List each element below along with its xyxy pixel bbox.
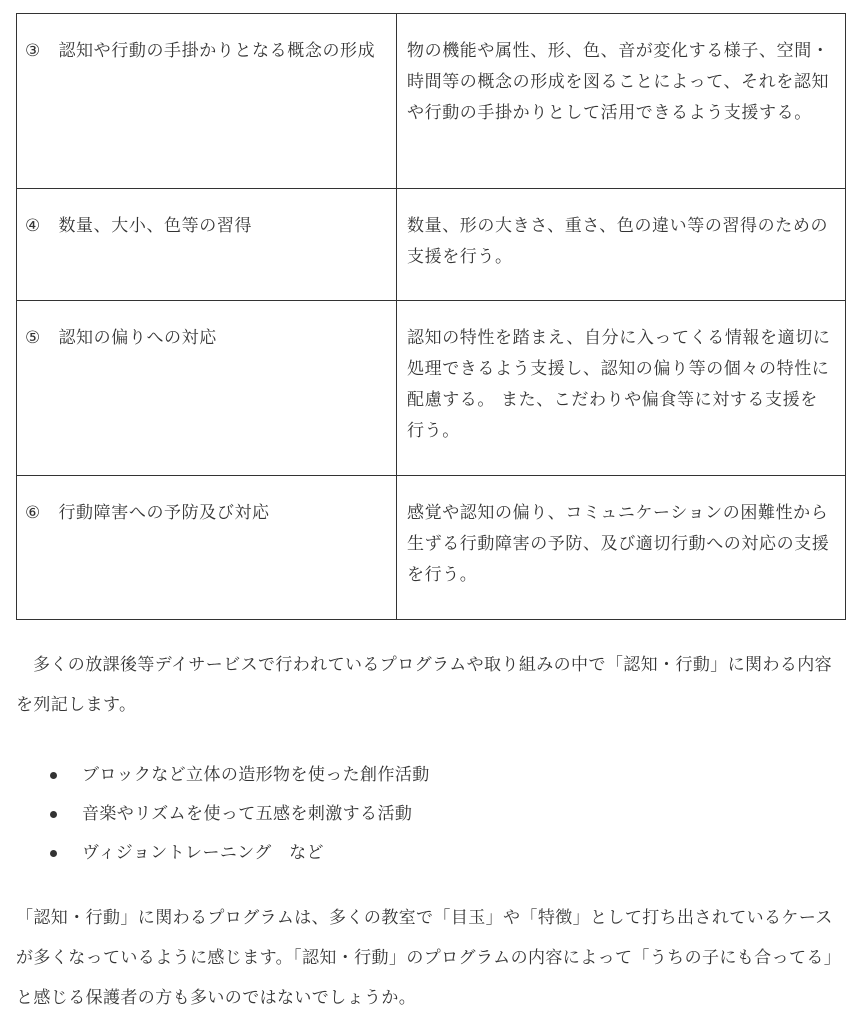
table-cell-description bbox=[397, 301, 846, 476]
table-cell-description bbox=[397, 189, 846, 301]
table-cell-item bbox=[17, 476, 397, 620]
support-content-table bbox=[16, 13, 846, 620]
table-row bbox=[17, 14, 846, 189]
intro-paragraph: 多くの放課後等デイサービスで行われているプログラムや取り組みの中で「認知・行動」に関わる内容を列記します。 bbox=[16, 655, 833, 715]
item-label: ④ 数量、大小、色等の習得 bbox=[25, 216, 253, 236]
bullet-dot-icon bbox=[50, 850, 57, 857]
list-item bbox=[16, 834, 430, 873]
table-cell-item bbox=[17, 301, 397, 476]
table-row bbox=[17, 301, 846, 476]
list-item-text: 音楽やリズムを使って五感を刺激する活動 bbox=[82, 804, 413, 824]
item-description: 物の機能や属性、形、色、音が変化する様子、空間・時間等の概念の形成を図ることによって、それを認知や行動の手掛かりとして活用できるよう支援する。 bbox=[407, 41, 830, 123]
item-description: 数量、形の大きさ、重さ、色の違い等の習得のための支援を行う。 bbox=[407, 216, 829, 267]
item-label: ③ 認知や行動の手掛かりとなる概念の形成 bbox=[25, 41, 376, 61]
table-cell-description bbox=[397, 476, 846, 620]
item-description: 認知の特性を踏まえ、自分に入ってくる情報を適切に処理できるよう支援し、認知の偏り等の個々の特性に配慮する。 また、こだわりや偏食等に対する支援を行う。 bbox=[407, 328, 831, 441]
table-row bbox=[17, 189, 846, 301]
list-item bbox=[16, 756, 430, 795]
table-row bbox=[17, 476, 846, 620]
item-description: 感覚や認知の偏り、コミュニケーションの困難性から生ずる行動障害の予防、及び適切行動への対応の支援を行う。 bbox=[407, 503, 830, 585]
activity-list bbox=[16, 756, 430, 873]
item-label: ⑤ 認知の偏りへの対応 bbox=[25, 328, 217, 348]
list-item bbox=[16, 795, 430, 834]
table-cell-item bbox=[17, 189, 397, 301]
bullet-dot-icon bbox=[50, 811, 57, 818]
item-label: ⑥ 行動障害への予防及び対応 bbox=[25, 503, 270, 523]
list-item-text: ヴィジョントレーニング など bbox=[82, 843, 324, 863]
table-cell-item bbox=[17, 14, 397, 189]
bullet-dot-icon bbox=[50, 772, 57, 779]
list-item-text: ブロックなど立体の造形物を使った創作活動 bbox=[82, 765, 430, 785]
closing-paragraph: 「認知・行動」に関わるプログラムは、多くの教室で「目玉」や「特徴」として打ち出されているケースが多くなっているように感じます。「認知・行動」のプログラムの内容によって「うちの子にも合ってる」と感じる保護者の方も多いのではないでしょうか。 bbox=[16, 908, 842, 1008]
table-cell-description bbox=[397, 14, 846, 189]
